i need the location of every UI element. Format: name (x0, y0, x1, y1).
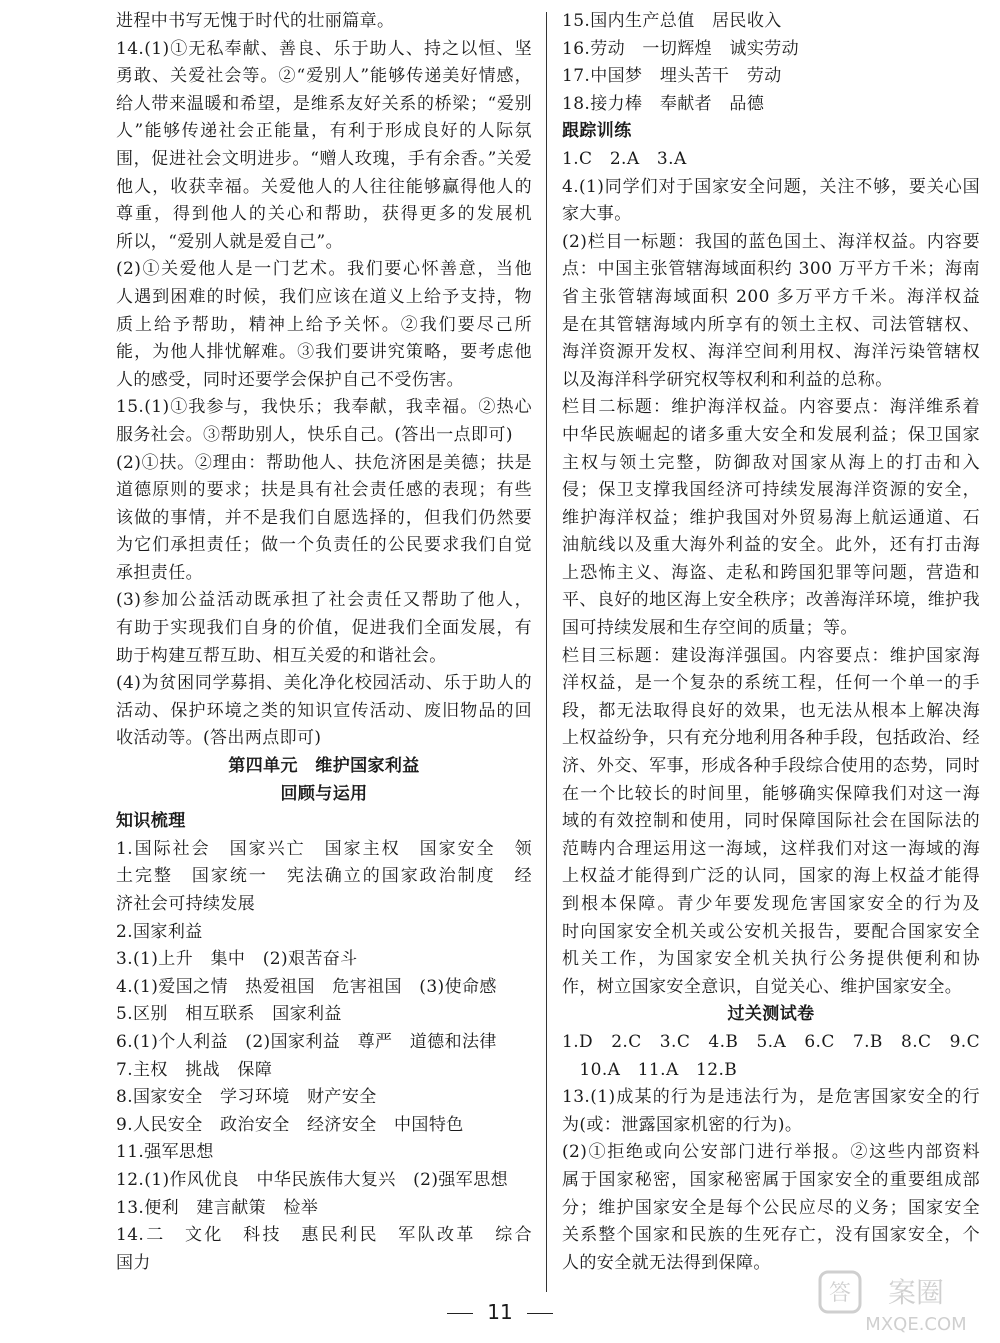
right-text-line: 时向国家安全机关或公安机关报告，要配合国家安全 (562, 921, 980, 942)
right-text-line: 主权与领土完整，防御敌对国家从海上的打击和入 (562, 452, 980, 473)
left-text-line: (2)①关爱他人是一门艺术。我们要心怀善意，当他 (116, 259, 532, 280)
right-text-line: 家大事。 (562, 204, 632, 225)
right-text-line: 17.中国梦 埋头苦干 劳动 (562, 66, 782, 87)
right-text-line: 平、良好的地区海上安全秩序；改善海洋环境，维护我 (562, 590, 980, 611)
left-text-line: 能，为他人排忧解难。③我们要讲究策略，要考虑他 (116, 342, 532, 363)
left-text-line: 助于构建互帮互助、相互关爱的和谐社会。 (116, 645, 447, 666)
left-text-line: 服务社会。③帮助别人，快乐自己。(答出一点即可) (116, 424, 513, 445)
right-text-line: 作，树立国家安全意识，自觉关心、维护国家安全。 (562, 976, 963, 997)
left-text-line: 土完整 国家统一 宪法确立的国家政治制度 经 (116, 866, 532, 887)
right-text-line: 到根本保障。青少年要发现危害国家安全的行为及 (562, 894, 980, 914)
left-text-line: 围，促进社会文明进步。“赠人玫瑰，手有余香。”关爱 (116, 148, 532, 169)
left-text-line: 第四单元 维护国家利益 (228, 756, 420, 777)
right-text-line: 洋权益，是一个复杂的系统工程，任何一个单一的手 (562, 673, 980, 694)
left-text-line: (2)①扶。②理由：帮助他人、扶危济困是美德；扶是 (116, 452, 532, 473)
left-text-line: 该做的事情，并不是我们自愿选择的，但我们仍然要 (116, 507, 532, 528)
left-text-line: 进程中书写无愧于时代的壮丽篇章。 (116, 11, 395, 31)
left-text-line: 11.强军思想 (116, 1142, 214, 1163)
left-text-line: 13.便利 建言献策 检举 (116, 1197, 319, 1218)
left-text-line: 有助于实现我们自身的价值，促进我们全面发展，有 (116, 618, 532, 639)
right-text-line: (2)①拒绝或向公安部门进行举报。②这些内部资料 (562, 1142, 980, 1163)
left-text-line: 1.国际社会 国家兴亡 国家主权 国家安全 领 (116, 838, 532, 859)
right-text-line: 为(或：泄露国家机密的行为)。 (562, 1114, 803, 1135)
right-text-line: 1.C 2.A 3.A (562, 148, 687, 169)
right-text-line: 过关测试卷 (727, 1004, 815, 1025)
left-text-line: 给人带来温暖和希望，是维系友好关系的桥梁；“爱别 (116, 93, 532, 114)
svg-text:答: 答 (828, 1281, 852, 1306)
left-text-line: 8.国家安全 学习环境 财产安全 (116, 1087, 377, 1108)
svg-text:案圈: 案圈 (887, 1276, 945, 1309)
right-text-line: 13.(1)成某的行为是违法行为，是危害国家安全的行 (562, 1087, 980, 1108)
page-number-text: 11 (487, 1300, 513, 1324)
right-text-line: 关系整个国家和民族的生死存亡，没有国家安全，个 (562, 1225, 980, 1246)
left-text-line: 人”能够传递社会正能量，有利于形成良好的人际氛 (116, 121, 532, 142)
right-text-line: 省主张管辖海域面积 200 多万平方千米。海洋权益 (562, 286, 980, 307)
left-text-line: (3)参加公益活动既承担了社会责任又帮助了他人， (116, 590, 532, 611)
left-text-line: 所以，“爱别人就是爱自己”。 (116, 231, 343, 252)
watermark-logo (816, 1268, 986, 1338)
right-text-line: 16.劳动 一切辉煌 诚实劳动 (562, 38, 800, 59)
right-text-line: 人的安全就无法得到保障。 (562, 1252, 771, 1273)
right-text-line: 属于国家秘密，国家秘密属于国家安全的重要组成部 (562, 1169, 980, 1190)
left-text-line: 知识梳理 (116, 811, 186, 832)
right-text-line: 侵；保卫支撑我国经济可持续发展海洋资源的安全， (562, 480, 980, 501)
left-text-line: 为它们承担责任；做一个负责任的公民要求我们自觉 (116, 535, 532, 556)
right-text-line: 4.(1)同学们对于国家安全问题，关注不够，要关心国 (562, 176, 980, 197)
left-text-line: 勇敢、关爱社会等。②“爱别人”能够传递美好情感， (116, 66, 532, 87)
right-column (562, 8, 980, 1277)
left-text-line: 14.(1)①无私奉献、善良、乐于助人、持之以恒、坚 (116, 38, 532, 59)
left-text-line: 14.二 文化 科技 惠民利民 军队改革 综合 (116, 1225, 532, 1246)
right-text-line: 15.国内生产总值 居民收入 (562, 11, 782, 31)
right-text-line: 维护海洋权益；维护我国对外贸易海上航运通道、石 (562, 507, 980, 528)
right-text-line: 机关工作，为国家安全机关执行公务提供便利和协 (562, 949, 980, 970)
right-text-line: 上恐怖主义、海盗、走私和跨国犯罪等问题，营造和 (562, 562, 980, 583)
svg-text:MXQE.COM: MXQE.COM (865, 1314, 967, 1335)
column-divider (546, 12, 547, 1292)
left-column (116, 8, 532, 1277)
right-text-line: 济、外交、军事，形成各种手段综合使用的态势，同时 (562, 756, 980, 777)
left-text-line: 人的感受，同时还要学会保护自己不受伤害。 (116, 369, 464, 390)
right-text-line: 栏目二标题：维护海洋权益。内容要点：海洋维系着 (562, 397, 980, 418)
right-text-line: 1.D 2.C 3.C 4.B 5.A 6.C 7.B 8.C 9.C (562, 1031, 980, 1052)
right-text-line: 上权益纷争，只有充分地利用各种手段，包括政治、经 (562, 728, 980, 749)
right-text-line: 10.A 11.A 12.B (562, 1059, 738, 1080)
left-text-line: 5.区别 相互联系 国家利益 (116, 1004, 342, 1025)
right-text-line: 是在其管辖海域内所享有的领土主权、司法管辖权、 (562, 314, 980, 335)
left-text-line: 他人，收获幸福。关爱他人的人往往能够赢得他人的 (116, 176, 532, 197)
right-text-line: 段，都无法取得良好的效果，也无法从根本上解决海 (562, 700, 980, 721)
right-text-line: 在一个比较长的时间里，能够确实保障我们对这一海 (562, 783, 980, 804)
left-text-line: 活动、保护环境之类的知识宣传活动、废旧物品的回 (116, 700, 532, 721)
right-text-line: 栏目三标题：建设海洋强国。内容要点：维护国家海 (562, 645, 980, 666)
left-text-line: 回顾与运用 (280, 783, 368, 804)
right-text-line: 海洋资源开发权、海洋空间利用权、海洋污染管辖权 (562, 342, 980, 363)
left-text-line: (4)为贫困同学募捐、美化净化校园活动、乐于助人的 (116, 673, 532, 694)
left-text-line: 质上给予帮助，精神上给予关怀。②我们要尽己所 (116, 314, 532, 335)
right-text-line: 上权益才能得到广泛的认同，国家的海上权益才能得 (562, 866, 980, 887)
right-text-line: (2)栏目一标题：我国的蓝色国土、海洋权益。内容要 (562, 231, 980, 252)
left-text-line: 15.(1)①我参与，我快乐；我奉献，我幸福。②热心 (116, 397, 532, 418)
left-text-line: 6.(1)个人利益 (2)国家利益 尊严 道德和法律 (116, 1031, 497, 1052)
right-text-line: 点：中国主张管辖海域面积约 300 万平方千米；海南 (562, 259, 980, 280)
left-text-line: 4.(1)爱国之情 热爱祖国 危害祖国 (3)使命感 (116, 976, 497, 997)
left-text-line: 国力 (116, 1252, 151, 1273)
right-text-line: 范畴内合理运用这一海域，这样我们对这一海域的海 (562, 838, 980, 859)
left-text-line: 7.主权 挑战 保障 (116, 1059, 273, 1080)
right-text-line: 域的有效控制和使用，同时保障国际社会在国际法的 (562, 811, 980, 832)
left-text-line: 12.(1)作风优良 中华民族伟大复兴 (2)强军思想 (116, 1169, 508, 1190)
left-text-line: 收活动等。(答出两点即可) (116, 728, 322, 749)
left-text-line: 3.(1)上升 集中 (2)艰苦奋斗 (116, 949, 358, 970)
right-text-line: 分；维护国家安全是每个公民应尽的义务；国家安全 (562, 1197, 980, 1218)
left-text-line: 2.国家利益 (116, 921, 203, 942)
right-text-line: 18.接力棒 奉献者 品德 (562, 93, 765, 114)
left-text-line: 道德原则的要求；扶是具有社会责任感的表现；有些 (116, 480, 532, 501)
right-text-line: 以及海洋科学研究权等权利和利益的总称。 (562, 369, 893, 390)
right-text-line: 跟踪训练 (562, 121, 632, 142)
right-text-line: 国可持续发展和生存空间的质量；等。 (562, 618, 858, 639)
left-text-line: 尊重，得到他人的关心和帮助，获得更多的发展机 (116, 204, 532, 225)
right-text-line: 中华民族崛起的诸多重大安全和发展利益；保卫国家 (562, 424, 980, 445)
left-text-line: 人遇到困难的时候，我们应该在道义上给予支持，物 (116, 286, 532, 307)
right-text-line: 油航线以及重大海外利益的安全。此外，还有打击海 (562, 535, 980, 556)
left-text-line: 承担责任。 (116, 562, 203, 583)
left-text-line: 济社会可持续发展 (116, 894, 256, 914)
left-text-line: 9.人民安全 政治安全 经济安全 中国特色 (116, 1114, 464, 1135)
